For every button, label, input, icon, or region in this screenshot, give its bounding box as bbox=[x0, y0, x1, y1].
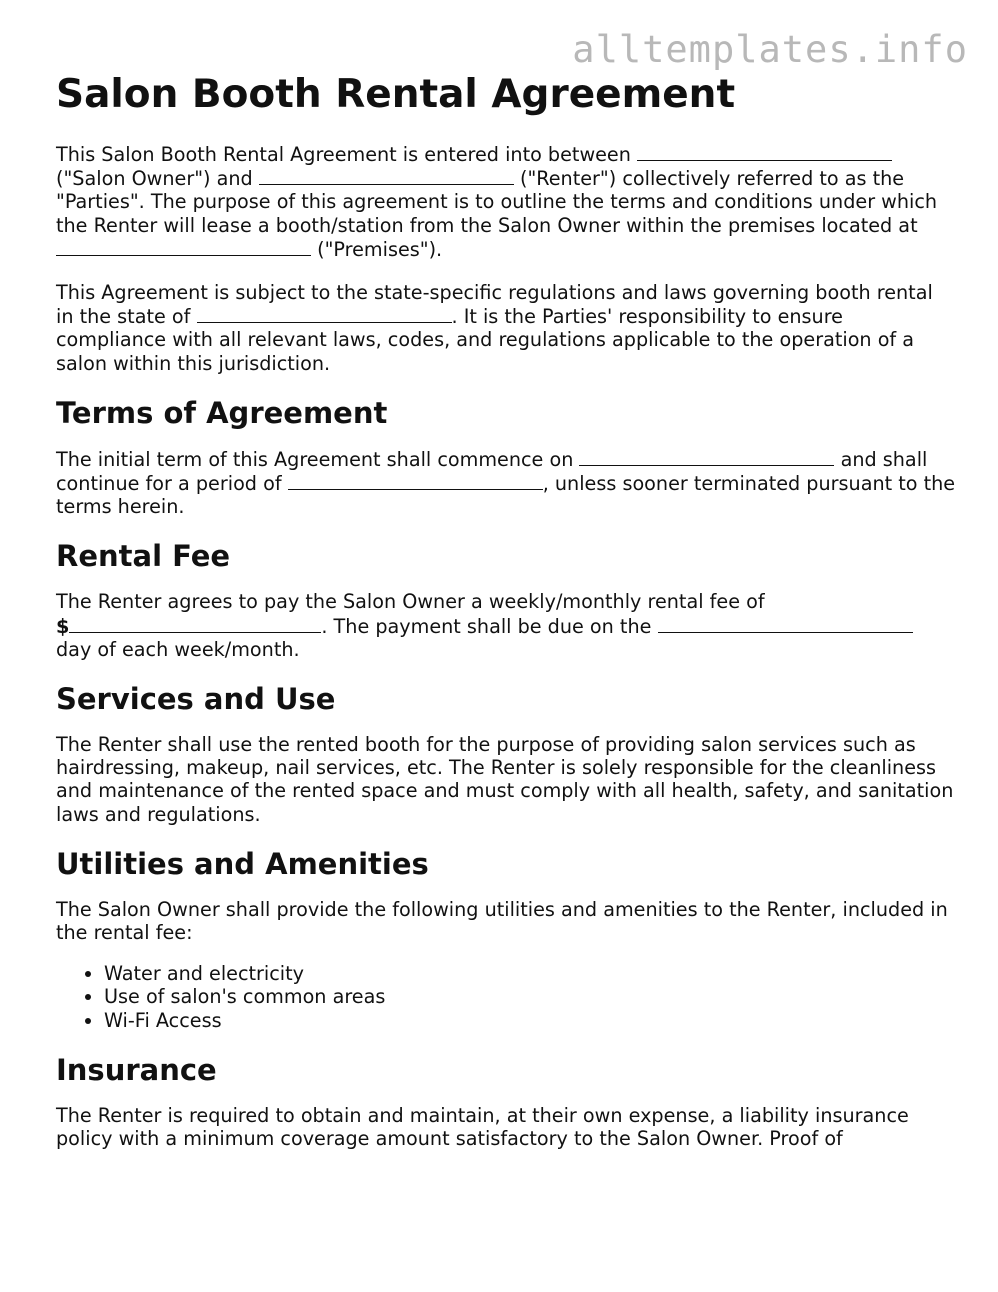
jurisdiction-text-1: This Agreement is subject to the state-specific regulations and laws governing booth rental in the state of bbox=[56, 281, 933, 329]
terms-text-1: The initial term of this Agreement shall commence on bbox=[56, 447, 574, 471]
rental-fee-text-2: . The payment shall be due on the bbox=[321, 614, 652, 638]
salon-owner-name-blank[interactable] bbox=[637, 142, 892, 161]
start-date-blank[interactable] bbox=[579, 447, 834, 466]
intro-text-1: This Salon Booth Rental Agreement is entered into between bbox=[56, 143, 631, 166]
utilities-paragraph: The Salon Owner shall provide the following utilities and amenities to the Renter, included in the rental fee: bbox=[56, 897, 948, 945]
intro-text-2: ("Salon Owner") and bbox=[56, 167, 253, 191]
rental-amount-blank[interactable] bbox=[69, 614, 321, 633]
list-item: • Use of salon's common areas bbox=[104, 985, 956, 1008]
renter-name-blank[interactable] bbox=[259, 166, 514, 185]
utilities-list bbox=[56, 962, 956, 1032]
terms-text-2: and shall continue for a period of bbox=[56, 447, 928, 496]
jurisdiction-text-2: . It is the Parties' responsibility to ensure compliance with all relevant laws, codes, and regulations applicable to the operation of a salon within this jurisdiction. bbox=[56, 305, 915, 375]
document-page bbox=[56, 68, 956, 1170]
rental-fee-heading: Rental Fee bbox=[56, 539, 231, 574]
services-heading: Services and Use bbox=[56, 682, 336, 717]
terms-text-3: , unless sooner terminated pursuant to the terms herein. bbox=[56, 472, 956, 519]
term-period-blank[interactable] bbox=[288, 471, 543, 490]
services-paragraph: The Renter shall use the rented booth for the purpose of providing salon services such as hairdressing, makeup, nail services, etc. The Renter is solely responsible for the cleanliness and maintenance of the rented space and must comply with all health, safety, and sanitation laws and regulations. bbox=[56, 733, 954, 826]
list-item: • Water and electricity bbox=[104, 962, 956, 985]
state-blank[interactable] bbox=[197, 304, 452, 323]
intro-paragraph-parties bbox=[56, 142, 956, 261]
list-item: • Wi-Fi Access bbox=[104, 1009, 956, 1032]
document-title: Salon Booth Rental Agreement bbox=[56, 72, 736, 117]
intro-text-4: ("Premises"). bbox=[317, 237, 443, 261]
utilities-heading: Utilities and Amenities bbox=[56, 846, 429, 881]
rental-fee-text-3: day of each week/month. bbox=[56, 637, 300, 661]
rental-fee-text-1: The Renter agrees to pay the Salon Owner a weekly/monthly rental fee of bbox=[56, 590, 765, 614]
terms-paragraph bbox=[56, 447, 956, 519]
intro-text-3: ("Renter") collectively referred to as the "Parties". The purpose of this agreement is to outline the terms and conditions under which the Renter will lease a booth/station from the Salon Owner within the premises located at bbox=[56, 167, 938, 237]
due-day-blank[interactable] bbox=[658, 614, 913, 633]
terms-heading: Terms of Agreement bbox=[56, 395, 388, 430]
watermark: alltemplates.info bbox=[572, 28, 968, 71]
insurance-paragraph: The Renter is required to obtain and maintain, at their own expense, a liability insurance policy with a minimum coverage amount satisfactory to the Salon Owner. Proof of bbox=[56, 1103, 909, 1151]
premises-address-blank[interactable] bbox=[56, 237, 311, 256]
insurance-heading: Insurance bbox=[56, 1052, 217, 1087]
dollar-sign: $ bbox=[56, 614, 70, 638]
intro-paragraph-jurisdiction bbox=[56, 281, 956, 375]
rental-fee-paragraph bbox=[56, 590, 956, 661]
